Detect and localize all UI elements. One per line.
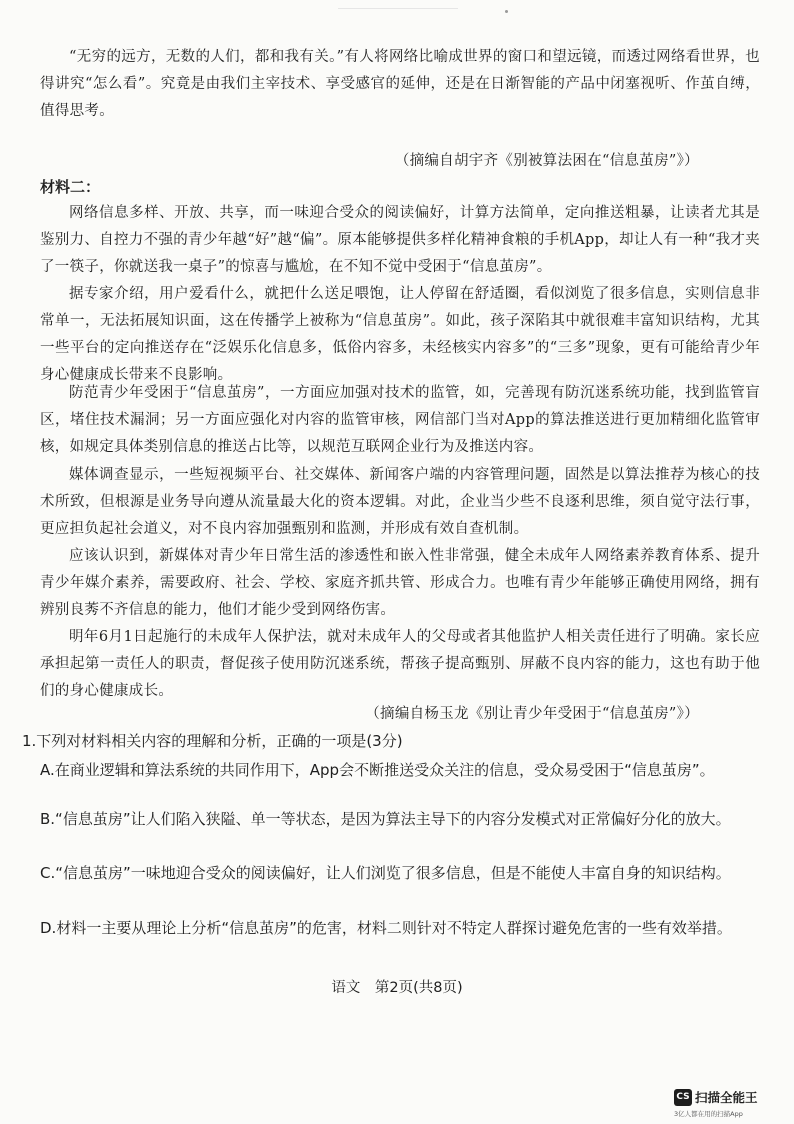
material2-source: （摘编自杨玉龙《别让青少年受困于“信息茧房”》）: [365, 706, 699, 722]
material2-paragraph-5: 应该认识到，新媒体对青少年日常生活的渗透性和嵌入性非常强，健全未成年人网络素养教育体系、提升青少年媒介素养，需要政府、社会、学校、家庭齐抓共管、形成合力。也唯有青少年能够正确使用网络，拥有辨别良莠不齐信息的能力，他们才能少受到网络伤害。: [40, 548, 760, 618]
camscanner-name: 扫描全能王: [695, 1090, 758, 1105]
question-1-option-b: B.“信息茧房”让人们陷入狭隘、单一等状态，是因为算法主导下的内容分发模式对正常偏好分化的放大。: [40, 810, 731, 828]
question-1-stem: 1.下列对材料相关内容的理解和分析，正确的一项是(3分): [22, 732, 403, 750]
scan-artifact-dot: [505, 10, 508, 13]
material2-paragraph-6: 明年6月1日起施行的未成年人保护法，就对未成年人的父母或者其他监护人相关责任进行了明确。家长应承担起第一责任人的职责，督促孩子使用防沉迷系统，帮孩子提高甄别、屏蔽不良内容的能力，这也有助于他们的身心健康成长。: [40, 629, 760, 699]
page-footer: 语文 第2页(共8页): [331, 980, 463, 996]
scan-artifact-line: [338, 8, 458, 9]
material2-paragraph-1: 网络信息多样、开放、共享，而一味迎合受众的阅读偏好，计算方法简单，定向推送粗暴，让读者尤其是鉴别力、自控力不强的青少年越“好”越“偏”。原本能够提供多样化精神食粮的手机App，却让人有一种“我才夹了一筷子，你就送我一桌子”的惊喜与尴尬，在不知不觉中受困于“信息茧房”。: [40, 205, 760, 275]
camscanner-tagline: 3亿人都在用的扫描App: [674, 1110, 743, 1118]
question-1-option-a: A.在商业逻辑和算法系统的共同作用下，App会不断推送受众关注的信息，受众易受困于“信息茧房”。: [40, 761, 715, 779]
material2-heading: 材料二：: [40, 178, 101, 196]
question-1-option-d: D.材料一主要从理论上分析“信息茧房”的危害，材料二则针对不特定人群探讨避免危害的一些有效举措。: [40, 919, 732, 937]
question-1-option-c: C.“信息茧房”一味地迎合受众的阅读偏好，让人们浏览了很多信息，但是不能使人丰富自身的知识结构。: [40, 864, 731, 882]
material1-closing-paragraph: “无穷的远方，无数的人们，都和我有关。”有人将网络比喻成世界的窗口和望远镜，而透过网络看世界，也得讲究“怎么看”。究竟是由我们主宰技术、享受感官的延伸，还是在日渐智能的产品中闭塞视听、作茧自缚，值得思考。: [40, 49, 760, 119]
camscanner-logo-icon: CS: [674, 1089, 692, 1106]
material2-paragraph-4: 媒体调查显示，一些短视频平台、社交媒体、新闻客户端的内容管理问题，固然是以算法推荐为核心的技术所致，但根源是业务导向遵从流量最大化的资本逻辑。对此，企业当少些不良逐利思维，须自觉守法行事，更应担负起社会道义，对不良内容加强甄别和监测，并形成有效自查机制。: [40, 467, 760, 537]
material1-source: （摘编自胡宇齐《别被算法困在“信息茧房”》）: [394, 153, 699, 169]
material2-paragraph-2: 据专家介绍，用户爱看什么，就把什么送足喂饱，让人停留在舒适圈，看似浏览了很多信息，实则信息非常单一，无法拓展知识面，这在传播学上被称为“信息茧房”。如此，孩子深陷其中就很难丰富知识结构，尤其一些平台的定向推送存在“泛娱乐化信息多，低俗内容多，未经核实内容多”的“三多”现象，更有可能给青少年身心健康成长带来不良影响。: [40, 286, 760, 383]
material2-paragraph-3: 防范青少年受困于“信息茧房”，一方面应加强对技术的监管，如，完善现有防沉迷系统功能，找到监管盲区，堵住技术漏洞；另一方面应强化对内容的监管审核，网信部门当对App的算法推送进行更加精细化监管审核，如规定具体类别信息的推送占比等，以规范互联网企业行为及推送内容。: [40, 385, 760, 455]
camscanner-watermark: [670, 1087, 794, 1123]
